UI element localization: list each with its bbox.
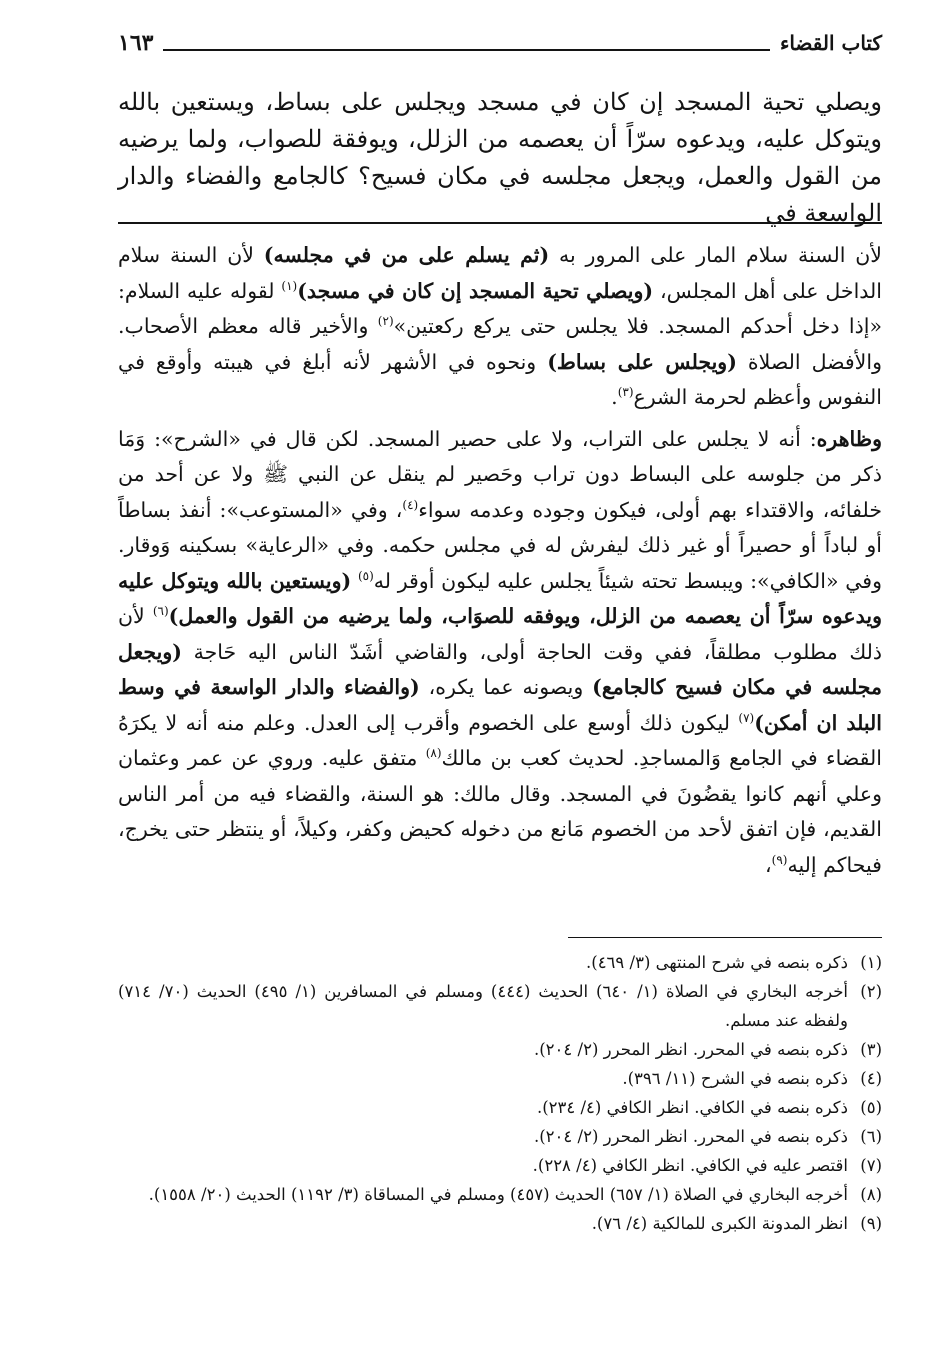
quoted-matn: (ويجلس على بساط) bbox=[547, 349, 737, 374]
header-rule bbox=[163, 49, 769, 51]
page-header bbox=[118, 30, 882, 56]
footnote bbox=[118, 1180, 882, 1209]
text-run bbox=[351, 569, 358, 593]
text-run: لأن السنة سلام المار على المرور به bbox=[549, 243, 882, 267]
footnote-ref[interactable]: (٦) bbox=[152, 604, 169, 619]
text-run: والأخير قاله معظم الأصحاب. والأفضل الصلاة bbox=[118, 314, 882, 374]
footnote-text: أخرجه البخاري في الصلاة (١/ ٦٥٧) الحديث (٤٥٧) ومسلم في المساقاة (٣/ ١١٩٢) الحديث (٢٠/ ١٥٥٨). bbox=[148, 1185, 848, 1204]
footnote bbox=[118, 1151, 882, 1180]
footnote bbox=[118, 1093, 882, 1122]
footnote bbox=[118, 948, 882, 977]
footnote-number: (٥) bbox=[860, 1098, 882, 1117]
footnote bbox=[118, 1035, 882, 1064]
footnote bbox=[118, 1122, 882, 1151]
main-text bbox=[118, 84, 882, 232]
footnote-text: ذكره بنصه في المحرر. انظر المحرر (٢/ ٢٠٤). bbox=[533, 1040, 848, 1059]
text-separator bbox=[118, 222, 882, 224]
text-run: ، bbox=[765, 852, 772, 877]
footnotes bbox=[118, 948, 882, 1238]
running-title: كتاب القضاء bbox=[779, 31, 882, 55]
footnote-text: ذكره بنصه في شرح المنتهى (٣/ ٤٦٩). bbox=[586, 953, 848, 972]
footnote bbox=[118, 1064, 882, 1093]
text-run: ونحوه في الأشهر لأنه أبلغ في هيبته وأوقع في النفوس وأعظم لحرمة الشرع bbox=[118, 349, 882, 409]
text-run: ، وفي «المستوعب»: أنفذ بساطاً أو لباداً أو حصيراً أو غير ذلك ليفرش له في مجلس حكمه. وفي «الرعاية» بسكينه وَوقار. وفي «الكافي»: ويبسط تحته شيئاً يجلس عليه ليكون أوقر له bbox=[118, 497, 882, 593]
text-run: ليكون ذلك أوسع على الخصوم وأقرب إلى العدل. وعلم منه أنه لا يكرَهُ القضاء في الجامع وَالمساجدِ. لحديث كعب بن مالك bbox=[118, 710, 882, 770]
footnote-text: ذكره بنصه في المحرر. انظر المحرر (٢/ ٢٠٤). bbox=[533, 1127, 848, 1146]
commentary bbox=[118, 238, 882, 883]
footnote-text: اقتصر عليه في الكافي. انظر الكافي (٤/ ٢٢٨). bbox=[532, 1156, 848, 1175]
footnote-ref[interactable]: (١) bbox=[281, 278, 298, 293]
footnote-separator bbox=[568, 937, 882, 938]
main-text-paragraph: ويصلي تحية المسجد إن كان في مسجد ويجلس على بساط، ويستعين بالله ويتوكل عليه، ويدعوه سرّاً أن يعصمه من الزلل، ويوفقة للصواب، ولما يرضيه من القول والعمل، ويجعل مجلسه في مكان فسيح؟ كالجامع والفضاء والدار الواسعة في bbox=[118, 88, 882, 227]
text-run: لأن السنة سلام الداخل على أهل المجلس، bbox=[118, 243, 883, 303]
footnote-number: (٣) bbox=[860, 1040, 882, 1059]
text-run: لقوله عليه السلام: «إذا دخل أحدكم المسجد. فلا يجلس حتى يركع ركعتين» bbox=[118, 278, 882, 338]
text-run: : أنه لا يجلس على التراب، ولا على حصير المسجد. لكن قال في «الشرح»: وَمَا ذكر من جلوسه على البساط دون تراب وحَصير لم ينقل عن النبي ﷺ ولا عن أحد من خلفائه، والاقتداء بهم أولى، فيكون وجوده وعدمه سواء bbox=[118, 426, 882, 522]
quoted-matn: (ويجعل مجلسه في مكان فسيح كالجامع) bbox=[118, 639, 882, 699]
footnote-ref[interactable]: (٢) bbox=[377, 314, 394, 329]
footnote bbox=[118, 977, 882, 1035]
quoted-matn: (ثم يسلم على من في مجلسه) bbox=[263, 243, 550, 267]
footnote-number: (٩) bbox=[860, 1214, 882, 1233]
footnote-number: (٨) bbox=[860, 1185, 882, 1204]
footnote-text: انظر المدونة الكبرى للمالكية (٤/ ٧٦). bbox=[591, 1214, 848, 1233]
quoted-matn: (ويصلي تحية المسجد إن كان في مسجد) bbox=[297, 278, 654, 303]
text-run: متفق عليه. وروي عن عمر وعثمان وعلي أنهم كانوا يقضُونَ في المسجد. وقال مالك: هو السنة، والقضاء فيه من أمر الناس القديم، فإن اتفق لأحد من الخصوم مَانع من دخوله كحيض وكفر، وكيلاً، أو ينتظر حتى يخرج، فيحاكم إليه bbox=[118, 746, 882, 877]
commentary-paragraph-2 bbox=[118, 422, 882, 884]
page-number: ١٦٣ bbox=[118, 30, 154, 56]
commentary-paragraph-1 bbox=[118, 238, 882, 416]
footnote-text: ذكره بنصه في الشرح (١١/ ٣٩٦). bbox=[622, 1069, 848, 1088]
footnote-number: (٢) bbox=[860, 982, 882, 1001]
footnote-text: أخرجه البخاري في الصلاة (١/ ٦٤٠) الحديث (٤٤٤) ومسلم في المسافرين (١/ ٤٩٥) الحديث (٧٠/ ٧١٤) ولفظه عند مسلم. bbox=[118, 982, 849, 1030]
footnote bbox=[118, 1209, 882, 1238]
footnote-number: (٦) bbox=[860, 1127, 882, 1146]
footnote-ref[interactable]: (٨) bbox=[425, 746, 442, 761]
quoted-matn: (والفضاء والدار الواسعة في وسط البلد ان أمكن) bbox=[118, 675, 882, 735]
footnote-ref[interactable]: (٤) bbox=[402, 497, 419, 512]
footnote-number: (١) bbox=[860, 953, 882, 972]
quoted-matn: (ويستعين بالله ويتوكل عليه ويدعوه سرّاً أن يعصمه من الزلل، ويوفقه للصوَاب، ولما يرضيه من القول والعمل) bbox=[118, 568, 882, 628]
footnote-text: ذكره بنصه في الكافي. انظر الكافي (٤/ ٢٣٤). bbox=[536, 1098, 848, 1117]
text-run: ويصونه عما يكره، bbox=[419, 675, 593, 699]
section-keyword: وظاهره bbox=[816, 426, 882, 451]
footnote-ref[interactable]: (٣) bbox=[617, 385, 634, 400]
footnote-number: (٤) bbox=[860, 1069, 882, 1088]
footnote-ref[interactable]: (٧) bbox=[738, 710, 755, 725]
text-run: . bbox=[611, 385, 618, 409]
footnote-number: (٧) bbox=[860, 1156, 882, 1175]
footnote-ref[interactable]: (٥) bbox=[357, 568, 374, 583]
text-run: لأن ذلك مطلوب مطلقاً، ففي وقت الحاجة أولى، والقاضي أشَدّ الناس اليه حَاجة bbox=[118, 604, 882, 664]
footnote-ref[interactable]: (٩) bbox=[771, 852, 788, 867]
